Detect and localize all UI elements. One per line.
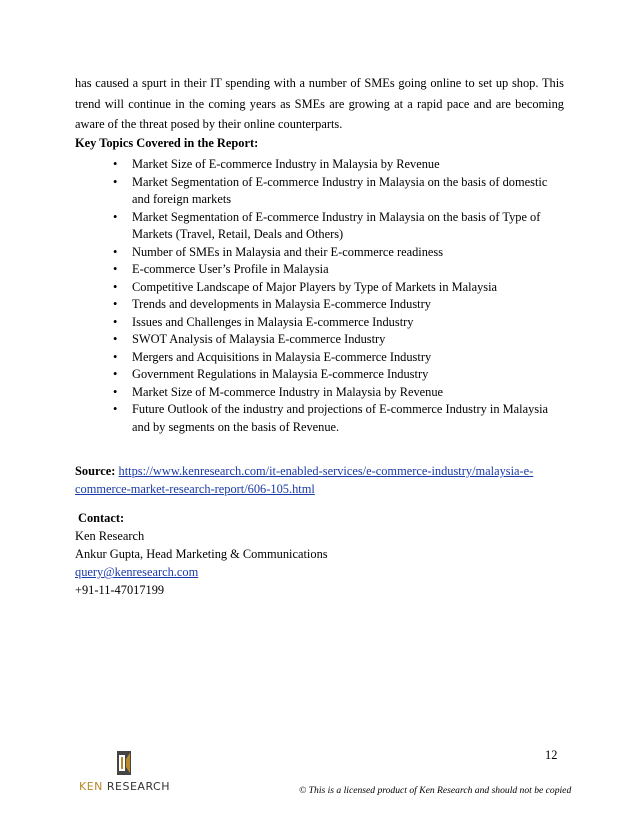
list-item: • Future Outlook of the industry and projections of E-commerce Industry in Malaysia and by segments on the basis of Revenue. xyxy=(113,401,565,436)
list-item: • SWOT Analysis of Malaysia E-commerce Industry xyxy=(113,331,565,349)
list-item: • Market Segmentation of E-commerce Industry in Malaysia on the basis of Type of Markets (Travel, Retail, Deals and Others) xyxy=(113,209,565,244)
contact-company: Ken Research xyxy=(75,529,145,543)
list-item: • Government Regulations in Malaysia E-commerce Industry xyxy=(113,366,565,384)
contact-email-link[interactable]: query@kenresearch.com xyxy=(75,565,199,579)
list-item: • Competitive Landscape of Major Players by Type of Markets in Malaysia xyxy=(113,279,565,297)
contact-block xyxy=(75,509,328,599)
list-item: • Issues and Challenges in Malaysia E-commerce Industry xyxy=(113,314,565,332)
list-item: • Number of SMEs in Malaysia and their E-commerce readiness xyxy=(113,244,565,262)
key-topics-heading: Key Topics Covered in the Report: xyxy=(75,136,259,150)
key-topics-list xyxy=(113,156,565,436)
source-label: Source: xyxy=(75,464,116,478)
list-item: • Market Segmentation of E-commerce Industry in Malaysia on the basis of domestic and foreign markets xyxy=(113,174,565,209)
license-notice: © This is a licensed product of Ken Research and should not be copied xyxy=(299,785,572,796)
contact-person: Ankur Gupta, Head Marketing & Communications xyxy=(75,547,328,561)
logo-wordmark: KEN RESEARCH xyxy=(79,780,171,793)
contact-label: Contact: xyxy=(78,511,125,525)
source-line xyxy=(75,462,564,498)
page-number: 12 xyxy=(545,748,558,762)
list-item: • Market Size of M-commerce Industry in Malaysia by Revenue xyxy=(113,384,565,402)
list-item: • Trends and developments in Malaysia E-commerce Industry xyxy=(113,296,565,314)
source-link[interactable]: https://www.kenresearch.com/it-enabled-services/e-commerce-industry/malaysia-e-commerce-market-research-report/606-105.html xyxy=(75,464,534,496)
list-item: • E-commerce User’s Profile in Malaysia xyxy=(113,261,565,279)
list-item: • Mergers and Acquisitions in Malaysia E-commerce Industry xyxy=(113,349,565,367)
intro-paragraph: has caused a spurt in their IT spending with a number of SMEs going online to set up shop. This trend will continue in the coming years as SMEs are growing at a rapid pace and are becoming aware of the threat posed by their online counterparts. xyxy=(75,76,564,131)
list-item: • Market Size of E-commerce Industry in Malaysia by Revenue xyxy=(113,156,565,174)
contact-phone: +91-11-47017199 xyxy=(75,583,165,597)
